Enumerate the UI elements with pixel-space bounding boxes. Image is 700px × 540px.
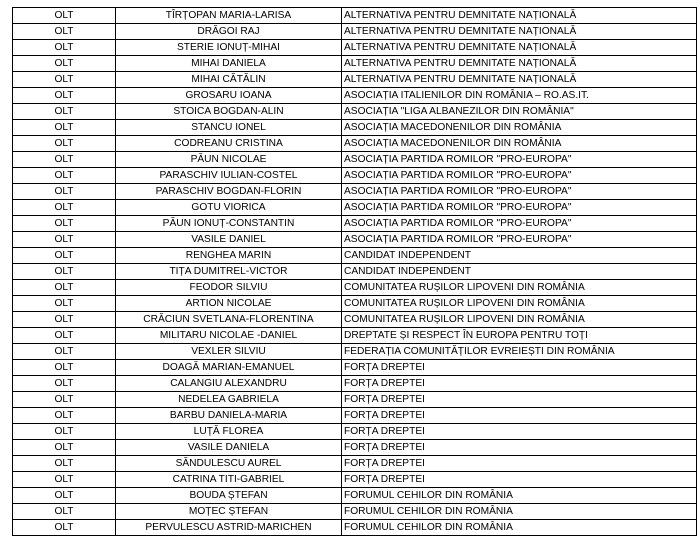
party-cell: COMUNITATEA RUȘILOR LIPOVENI DIN ROMÂNIA [342, 280, 697, 296]
county-cell: OLT [13, 456, 116, 472]
party-cell: FORUMUL CEHILOR DIN ROMÂNIA [342, 520, 697, 536]
candidate-name-cell: STERIE IONUȚ-MIHAI [116, 40, 342, 56]
candidate-name-cell: TÎRȚOPAN MARIA-LARISA [116, 8, 342, 24]
table-row [13, 264, 697, 280]
county-cell: OLT [13, 136, 116, 152]
candidate-name-cell: SĂNDULESCU AUREL [116, 456, 342, 472]
candidate-name-cell: RENGHEA MARIN [116, 248, 342, 264]
county-cell: OLT [13, 8, 116, 24]
party-cell: FEDERAȚIA COMUNITĂȚILOR EVREIEȘTI DIN ROMÂNIA [342, 344, 697, 360]
party-cell: FORȚA DREPTEI [342, 424, 697, 440]
candidate-name-cell: PARASCHIV IULIAN-COSTEL [116, 168, 342, 184]
table-row [13, 104, 697, 120]
party-cell: ALTERNATIVA PENTRU DEMNITATE NAȚIONALĂ [342, 24, 697, 40]
table-row [13, 296, 697, 312]
county-cell: OLT [13, 360, 116, 376]
candidate-name-cell: CRĂCIUN SVETLANA-FLORENTINA [116, 312, 342, 328]
table-row [13, 456, 697, 472]
party-cell: ASOCIAȚIA PARTIDA ROMILOR "PRO-EUROPA" [342, 200, 697, 216]
county-cell: OLT [13, 72, 116, 88]
table-row [13, 360, 697, 376]
candidate-name-cell: MIHAI DANIELA [116, 56, 342, 72]
table-row [13, 312, 697, 328]
county-cell: OLT [13, 424, 116, 440]
county-cell: OLT [13, 40, 116, 56]
candidate-name-cell: MOȚEC ȘTEFAN [116, 504, 342, 520]
table-row [13, 344, 697, 360]
candidate-name-cell: PĂUN NICOLAE [116, 152, 342, 168]
county-cell: OLT [13, 104, 116, 120]
candidate-name-cell: PĂUN IONUȚ-CONSTANTIN [116, 216, 342, 232]
candidate-name-cell: CALANGIU ALEXANDRU [116, 376, 342, 392]
county-cell: OLT [13, 312, 116, 328]
party-cell: FORUMUL CEHILOR DIN ROMÂNIA [342, 504, 697, 520]
candidate-name-cell: NEDELEA GABRIELA [116, 392, 342, 408]
county-cell: OLT [13, 200, 116, 216]
table-row [13, 168, 697, 184]
county-cell: OLT [13, 248, 116, 264]
candidate-name-cell: BARBU DANIELA-MARIA [116, 408, 342, 424]
party-cell: ASOCIAȚIA MACEDONENILOR DIN ROMÂNIA [342, 136, 697, 152]
county-cell: OLT [13, 184, 116, 200]
county-cell: OLT [13, 376, 116, 392]
candidate-name-cell: PARASCHIV BOGDAN-FLORIN [116, 184, 342, 200]
table-row [13, 488, 697, 504]
candidate-table [12, 7, 697, 536]
party-cell: ASOCIAȚIA PARTIDA ROMILOR "PRO-EUROPA" [342, 152, 697, 168]
county-cell: OLT [13, 120, 116, 136]
table-row [13, 120, 697, 136]
party-cell: ASOCIAȚIA ITALIENILOR DIN ROMÂNIA – RO.AS.IT. [342, 88, 697, 104]
table-row [13, 88, 697, 104]
party-cell: DREPTATE ȘI RESPECT ÎN EUROPA PENTRU TOȚI [342, 328, 697, 344]
county-cell: OLT [13, 472, 116, 488]
county-cell: OLT [13, 408, 116, 424]
table-row [13, 424, 697, 440]
table-row [13, 56, 697, 72]
candidate-name-cell: DOAGĂ MARIAN-EMANUEL [116, 360, 342, 376]
candidate-name-cell: GROSARU IOANA [116, 88, 342, 104]
candidate-name-cell: PERVULESCU ASTRID-MARICHEN [116, 520, 342, 536]
table-row [13, 232, 697, 248]
party-cell: ASOCIAȚIA PARTIDA ROMILOR "PRO-EUROPA" [342, 168, 697, 184]
table-row [13, 8, 697, 24]
county-cell: OLT [13, 296, 116, 312]
county-cell: OLT [13, 216, 116, 232]
table-row [13, 408, 697, 424]
party-cell: ASOCIAȚIA MACEDONENILOR DIN ROMÂNIA [342, 120, 697, 136]
county-cell: OLT [13, 168, 116, 184]
table-row [13, 440, 697, 456]
party-cell: ASOCIAȚIA PARTIDA ROMILOR "PRO-EUROPA" [342, 232, 697, 248]
party-cell: FORȚA DREPTEI [342, 440, 697, 456]
candidate-name-cell: LUȚĂ FLOREA [116, 424, 342, 440]
table-row [13, 152, 697, 168]
county-cell: OLT [13, 504, 116, 520]
county-cell: OLT [13, 280, 116, 296]
party-cell: FORȚA DREPTEI [342, 472, 697, 488]
table-row [13, 184, 697, 200]
party-cell: COMUNITATEA RUȘILOR LIPOVENI DIN ROMÂNIA [342, 296, 697, 312]
table-row [13, 24, 697, 40]
candidate-name-cell: MILITARU NICOLAE -DANIEL [116, 328, 342, 344]
party-cell: ALTERNATIVA PENTRU DEMNITATE NAȚIONALĂ [342, 8, 697, 24]
candidate-name-cell: GOTU VIORICA [116, 200, 342, 216]
county-cell: OLT [13, 328, 116, 344]
county-cell: OLT [13, 152, 116, 168]
candidate-name-cell: MIHAI CĂTĂLIN [116, 72, 342, 88]
table-row [13, 248, 697, 264]
candidate-name-cell: TIȚA DUMITREL-VICTOR [116, 264, 342, 280]
table-row [13, 504, 697, 520]
candidate-name-cell: VASILE DANIEL [116, 232, 342, 248]
party-cell: CANDIDAT INDEPENDENT [342, 264, 697, 280]
party-cell: COMUNITATEA RUȘILOR LIPOVENI DIN ROMÂNIA [342, 312, 697, 328]
county-cell: OLT [13, 392, 116, 408]
table-row [13, 200, 697, 216]
party-cell: ALTERNATIVA PENTRU DEMNITATE NAȚIONALĂ [342, 56, 697, 72]
candidate-name-cell: BOUDA ȘTEFAN [116, 488, 342, 504]
table-row [13, 472, 697, 488]
county-cell: OLT [13, 232, 116, 248]
table-row [13, 136, 697, 152]
candidate-table-body [13, 8, 697, 536]
table-row [13, 520, 697, 536]
party-cell: ALTERNATIVA PENTRU DEMNITATE NAȚIONALĂ [342, 40, 697, 56]
party-cell: ALTERNATIVA PENTRU DEMNITATE NAȚIONALĂ [342, 72, 697, 88]
county-cell: OLT [13, 488, 116, 504]
candidate-name-cell: STOICA BOGDAN-ALIN [116, 104, 342, 120]
table-row [13, 280, 697, 296]
party-cell: CANDIDAT INDEPENDENT [342, 248, 697, 264]
candidate-name-cell: DRĂGOI RAJ [116, 24, 342, 40]
county-cell: OLT [13, 56, 116, 72]
candidate-name-cell: CATRINA TITI-GABRIEL [116, 472, 342, 488]
party-cell: FORȚA DREPTEI [342, 408, 697, 424]
party-cell: ASOCIAȚIA PARTIDA ROMILOR "PRO-EUROPA" [342, 216, 697, 232]
county-cell: OLT [13, 520, 116, 536]
party-cell: FORȚA DREPTEI [342, 376, 697, 392]
table-row [13, 392, 697, 408]
table-row [13, 376, 697, 392]
table-row [13, 328, 697, 344]
party-cell: FORȚA DREPTEI [342, 392, 697, 408]
candidate-name-cell: VASILE DANIELA [116, 440, 342, 456]
candidate-name-cell: CODREANU CRISTINA [116, 136, 342, 152]
candidate-name-cell: STANCU IONEL [116, 120, 342, 136]
county-cell: OLT [13, 440, 116, 456]
candidate-name-cell: FEODOR SILVIU [116, 280, 342, 296]
party-cell: ASOCIAȚIA "LIGA ALBANEZILOR DIN ROMÂNIA" [342, 104, 697, 120]
candidate-name-cell: VEXLER SILVIU [116, 344, 342, 360]
county-cell: OLT [13, 24, 116, 40]
table-row [13, 72, 697, 88]
county-cell: OLT [13, 344, 116, 360]
party-cell: FORȚA DREPTEI [342, 456, 697, 472]
party-cell: FORUMUL CEHILOR DIN ROMÂNIA [342, 488, 697, 504]
table-row [13, 40, 697, 56]
table-row [13, 216, 697, 232]
party-cell: ASOCIAȚIA PARTIDA ROMILOR "PRO-EUROPA" [342, 184, 697, 200]
county-cell: OLT [13, 264, 116, 280]
party-cell: FORȚA DREPTEI [342, 360, 697, 376]
county-cell: OLT [13, 88, 116, 104]
candidate-name-cell: ARTION NICOLAE [116, 296, 342, 312]
